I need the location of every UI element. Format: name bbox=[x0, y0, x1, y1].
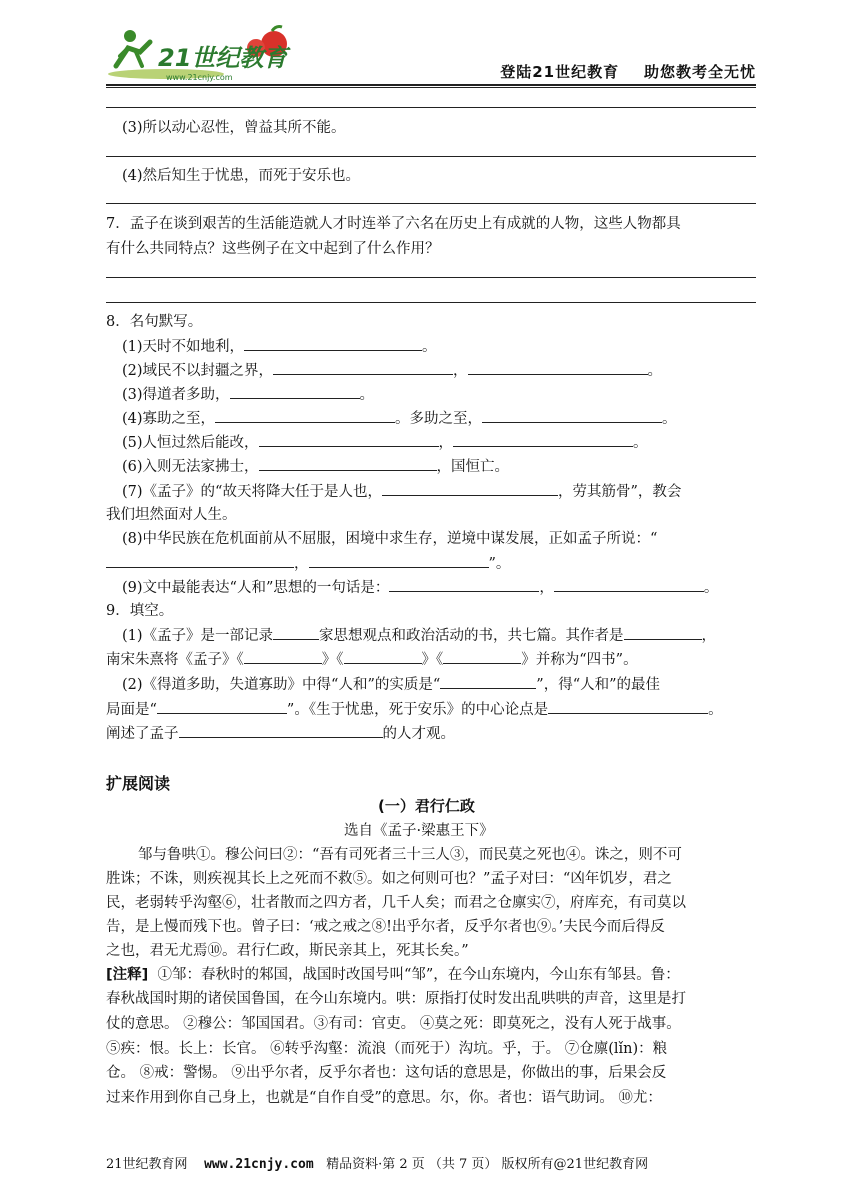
q8-item-6: (6)入则无法家拂士， ，国恒亡。 bbox=[122, 454, 509, 476]
q7-text-line1: 7．孟子在谈到艰苦的生活能造就人才时连举了六名在历史上有成就的人物，这些人物都具 bbox=[106, 216, 681, 232]
fill-blank[interactable] bbox=[259, 454, 437, 471]
fill-blank[interactable] bbox=[309, 551, 489, 568]
q8-item-8: (8)中华民族在危机面前从不屈服，困境中求生存，逆境中谋发展，正如孟子所说：“ bbox=[122, 531, 658, 547]
q9-title: 9．填空。 bbox=[106, 603, 174, 619]
q9-item-1: (1)《孟子》是一部记录 家思想观点和政治活动的书，共七篇。其作者是 ， bbox=[122, 623, 716, 645]
article-line: 之也，君无尤焉⑩。君行仁政，斯民亲其上，死其长矣。” bbox=[106, 943, 469, 959]
footer-url[interactable]: www.21cnjy.com bbox=[204, 1157, 314, 1172]
fill-blank[interactable] bbox=[259, 430, 439, 447]
answer-line bbox=[106, 203, 756, 204]
article-source: 选自《孟子·梁惠王下》 bbox=[344, 823, 494, 839]
fill-blank[interactable] bbox=[179, 721, 383, 738]
header-rule bbox=[106, 84, 756, 88]
q7-text-line2: 有什么共同特点？这些例子在文中起到了什么作用？ bbox=[106, 241, 440, 257]
q8-item-1: (1)天时不如地利， 。 bbox=[122, 334, 437, 356]
fill-blank[interactable] bbox=[157, 697, 287, 714]
q8-item-4: (4)寡助之至， 。多助之至， 。 bbox=[122, 406, 677, 428]
fill-blank[interactable] bbox=[468, 358, 648, 375]
fill-blank[interactable] bbox=[106, 551, 294, 568]
fill-blank[interactable] bbox=[273, 358, 453, 375]
q9-item-2: (2)《得道多助，失道寡助》中得“人和”的实质是“ ”，得“人和”的最佳 bbox=[122, 672, 660, 694]
footer-rest: 精品资料·第 2 页 （共 7 页） 版权所有@21世纪教育网 bbox=[326, 1157, 649, 1172]
article-title: (一）君行仁政 bbox=[378, 797, 475, 815]
answer-line bbox=[106, 156, 756, 157]
answer-line bbox=[106, 277, 756, 278]
footer-site: 21世纪教育网 bbox=[106, 1157, 188, 1172]
q8-item-3: (3)得道者多助， 。 bbox=[122, 382, 374, 404]
article-line: 胜诛；不诛，则疾视其长上之死而不救⑤。如之何则可也？”孟子对曰：“凶年饥岁，君之 bbox=[106, 871, 672, 887]
q8-item-5: (5)人恒过然后能改， ， 。 bbox=[122, 430, 648, 452]
q9-item-2-cont: 局面是“ ”。《生于忧患，死于安乐》的中心论点是 。 bbox=[106, 697, 723, 719]
section-title: 扩展阅读 bbox=[106, 774, 171, 793]
page-header bbox=[106, 18, 756, 88]
logo-url-text: www.21cnjy.com bbox=[166, 73, 233, 82]
fill-blank[interactable] bbox=[482, 406, 662, 423]
fill-blank[interactable] bbox=[244, 334, 422, 351]
q8-item-9: (9)文中最能表达“人和”思想的一句话是： ， 。 bbox=[122, 575, 718, 597]
fill-blank[interactable] bbox=[440, 672, 536, 689]
article-line: 告，是上慢而残下也。曾子曰：‘戒之戒之⑧!出乎尔者，反乎尔者也⑨。’夫民今而后得反 bbox=[106, 919, 665, 935]
header-slogan: 登陆21世纪教育 助您教考全无忧 bbox=[500, 63, 756, 81]
logo bbox=[106, 22, 306, 84]
q8-item-2: (2)域民不以封疆之界， ， 。 bbox=[122, 358, 662, 380]
logo-text: 21世纪教育 bbox=[158, 44, 288, 72]
notes-line: 仗的意思。 ②穆公：邹国国君。③有司：官吏。 ④莫之死：即莫死之，没有人死于战事。 bbox=[106, 1016, 681, 1032]
article-line: 民，老弱转乎沟壑⑥，壮者散而之四方者，几千人矣；而君之仓廪实⑦，府库充，有司莫以 bbox=[106, 895, 686, 911]
fill-blank[interactable] bbox=[382, 479, 558, 496]
answer-line bbox=[106, 302, 756, 303]
q8-item-7-cont: 我们坦然面对人生。 bbox=[106, 507, 237, 523]
answer-line bbox=[106, 107, 756, 108]
fill-blank[interactable] bbox=[554, 575, 704, 592]
fill-blank[interactable] bbox=[273, 623, 319, 640]
q6-item-4: (4)然后知生于忧患，而死于安乐也。 bbox=[122, 168, 361, 184]
notes-line: 过来作用到你自己身上，也就是“自作自受”的意思。尔，你。者也：语气助词。 ⑩尤： bbox=[106, 1090, 662, 1106]
q9-item-2-cont2: 阐述了孟子 的人才观。 bbox=[106, 721, 455, 743]
notes-line: 仓。 ⑧戒：警惕。 ⑨出乎尔者，反乎尔者也：这句话的意思是，你做出的事，后果会反 bbox=[106, 1065, 667, 1081]
notes-label: [注释] bbox=[106, 967, 149, 983]
notes-line: ⑤疾：恨。长上：长官。 ⑥转乎沟壑：流浪（而死于）沟坑。乎，于。 ⑦仓廪(lǐn)：粮 bbox=[106, 1041, 668, 1057]
fill-blank[interactable] bbox=[443, 647, 521, 664]
fill-blank[interactable] bbox=[548, 697, 708, 714]
q6-item-3: (3)所以动心忍性，曾益其所不能。 bbox=[122, 120, 346, 136]
fill-blank[interactable] bbox=[230, 382, 360, 399]
q8-title: 8．名句默写。 bbox=[106, 314, 203, 330]
notes-line: [注释] ①邹：春秋时的邾国，战国时改国号叫“邹”，在今山东境内，今山东有邹县。鲁： bbox=[106, 967, 680, 983]
q8-item-7: (7)《孟子》的“故天将降大任于是人也， ，劳其筋骨”，教会 bbox=[122, 479, 681, 501]
q8-item-8-blanks: ， ”。 bbox=[106, 551, 510, 573]
article-line: 邹与鲁哄①。穆公问曰②：“吾有司死者三十三人③，而民莫之死也④。诛之，则不可 bbox=[138, 847, 682, 863]
fill-blank[interactable] bbox=[389, 575, 539, 592]
fill-blank[interactable] bbox=[624, 623, 702, 640]
fill-blank[interactable] bbox=[215, 406, 395, 423]
fill-blank[interactable] bbox=[453, 430, 633, 447]
q9-item-1-cont: 南宋朱熹将《孟子》《 》《 》《 》并称为“四书”。 bbox=[106, 647, 638, 669]
page-footer bbox=[106, 1153, 648, 1172]
fill-blank[interactable] bbox=[244, 647, 322, 664]
fill-blank[interactable] bbox=[344, 647, 422, 664]
notes-line: 春秋战国时期的诸侯国鲁国，在今山东境内。哄：原指打仗时发出乱哄哄的声音，这里是打 bbox=[106, 991, 686, 1007]
